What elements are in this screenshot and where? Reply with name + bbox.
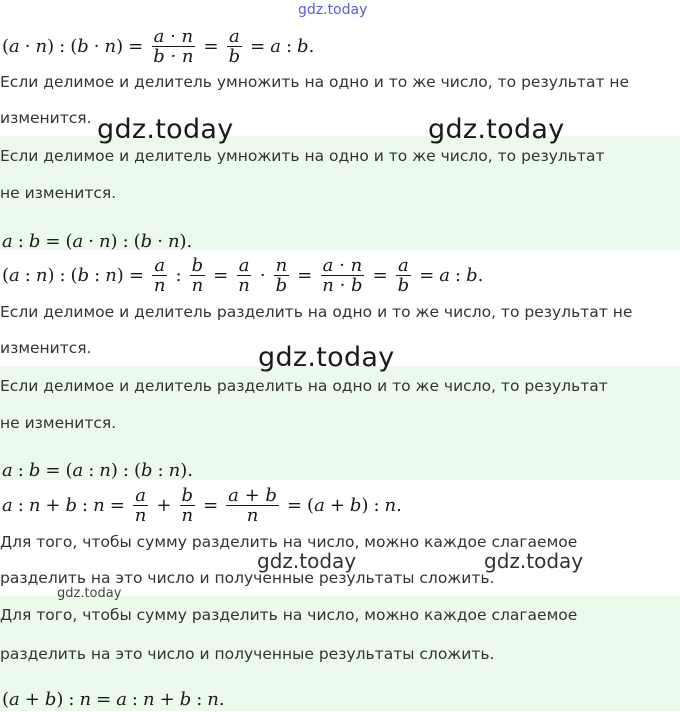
rule2-box-line2: не изменится.	[0, 414, 117, 432]
rule3-text-line2: разделить на это число и полученные результаты сложить.	[0, 569, 495, 587]
rule3-formula: a : n + b : n = $\frac{a}{n}$ + $\frac{b}{n}$ = $\frac{a + b}{n}$ = ( a + b ) : n .	[2, 484, 402, 526]
rule2-text-line2: изменится.	[0, 339, 92, 357]
rule1-box-formula: a : b = ( a · n ) : ( b · n ).	[2, 230, 193, 252]
rule2-box-formula: a : b = ( a : n ) : ( b : n ).	[2, 459, 193, 481]
watermark: gdz.today	[298, 2, 368, 18]
rule3-box-formula: ( a + b ) : n = a : n + b : n .	[2, 688, 225, 710]
watermark: gdz.today	[484, 549, 584, 573]
rule2-text-line1: Если делимое и делитель разделить на одно и то же число, то результат не	[0, 303, 633, 321]
rule2-formula: ( a : n ) : ( b : n ) = $\frac{a}{n}$ : $\frac{b}{n}$ = $\frac{a}{n}$ · $\frac{n}{b}$ = $\frac{a \cdot n}{n \cdot b}$ = $\frac{a}{b}$ = a : b .	[2, 254, 484, 296]
rule1-text-line2: изменится.	[0, 109, 92, 127]
watermark: gdz.today	[428, 114, 565, 145]
rule3-box-line1: Для того, чтобы сумму разделить на число, можно каждое слагаемое	[0, 606, 578, 624]
watermark: gdz.today	[57, 586, 122, 601]
watermark: gdz.today	[257, 549, 357, 573]
rule1-box-line2: не изменится.	[0, 184, 117, 202]
rule1-box-line1: Если делимое и делитель умножить на одно и то же число, то результат	[0, 147, 605, 165]
rule1-text-line1: Если делимое и делитель умножить на одно и то же число, то результат не	[0, 73, 630, 91]
watermark: gdz.today	[97, 114, 234, 145]
rule3-box-line2: разделить на это число и полученные результаты сложить.	[0, 645, 495, 663]
rule1-formula: (a · n) : (b · n) = $\frac{a \cdot n}{b \cdot n}$ = $\frac{a}{b}$ = a : b .	[2, 25, 315, 67]
rule2-box-line1: Если делимое и делитель разделить на одно и то же число, то результат	[0, 377, 608, 395]
rule3-text-line1: Для того, чтобы сумму разделить на число, можно каждое слагаемое	[0, 533, 578, 551]
watermark: gdz.today	[258, 342, 395, 373]
